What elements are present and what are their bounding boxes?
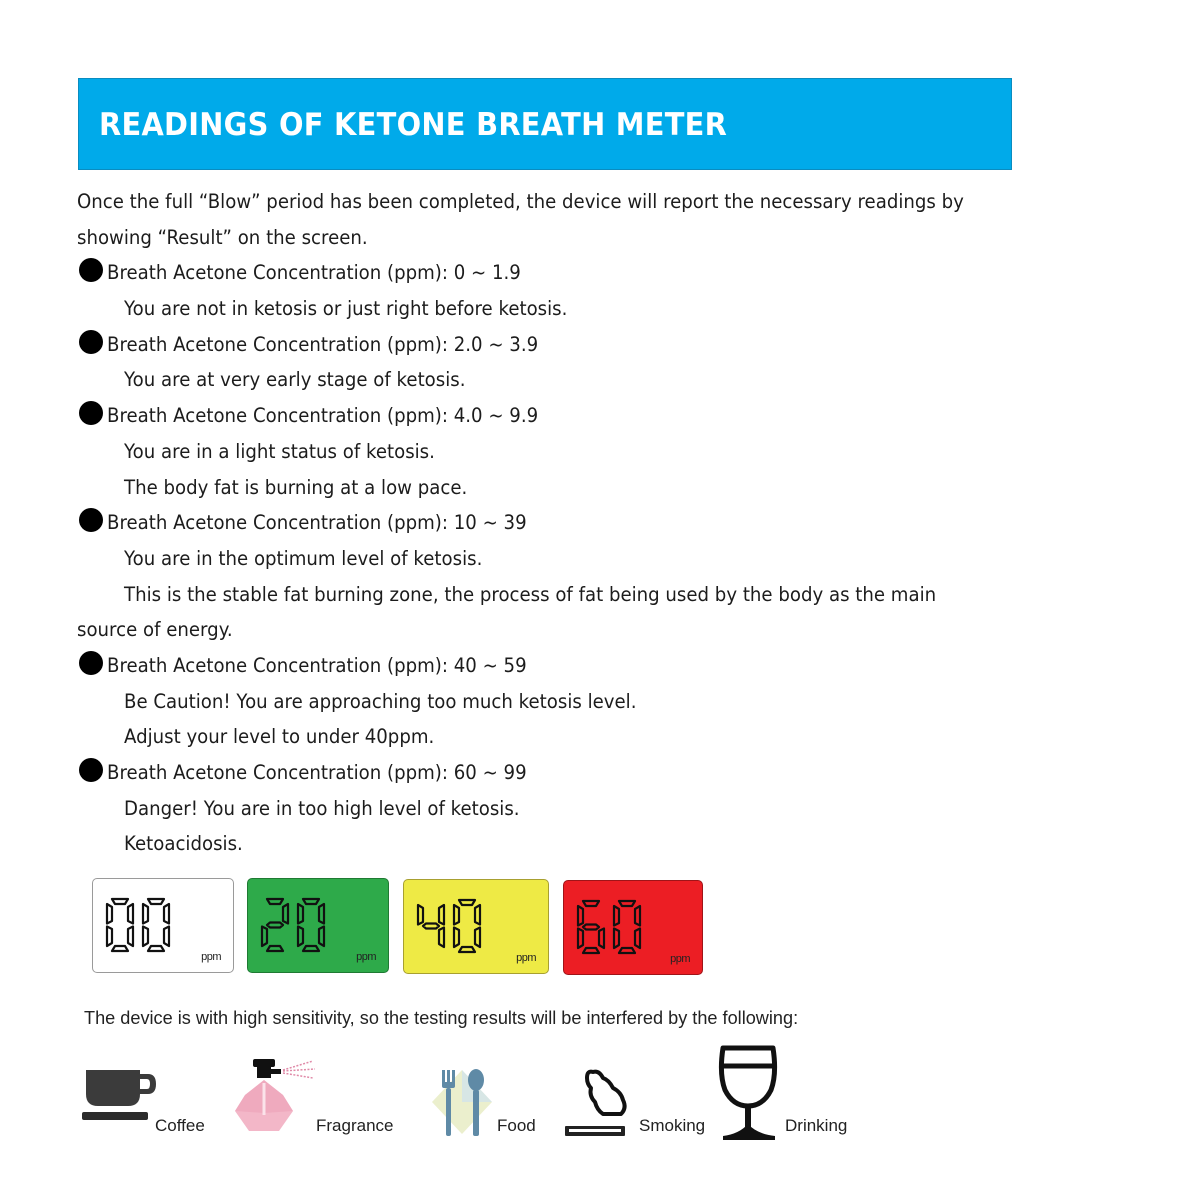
reading-desc-3b: The body fat is burning at a low pace. <box>124 475 468 499</box>
perfume-bottle-icon <box>233 1053 323 1140</box>
reading-desc-1a: You are not in ketosis or just right before ketosis. <box>124 297 568 321</box>
reading-desc-4c: source of energy. <box>77 618 233 642</box>
reading-desc-2a: You are at very early stage of ketosis. <box>124 368 466 392</box>
interference-note: The device is with high sensitivity, so the testing results will be interfered by the following: <box>84 1007 799 1028</box>
factor-label-food: Food <box>497 1116 536 1135</box>
reading-desc-4a: You are in the optimum level of ketosis. <box>124 546 483 570</box>
header-banner <box>78 78 1012 170</box>
intro-line-2: showing “Result” on the screen. <box>77 225 368 249</box>
factor-label-smoking: Smoking <box>639 1116 706 1135</box>
lcd-display-40 <box>403 879 549 974</box>
unit-label: ppm <box>356 951 376 963</box>
reading-range-6: Breath Acetone Concentration (ppm): 60 ~ 99 <box>77 755 1029 791</box>
page-title: READINGS OF KETONE BREATH METER <box>99 107 728 143</box>
reading-desc-6b: Ketoacidosis. <box>124 832 243 856</box>
lcd-display-00 <box>92 878 234 973</box>
reading-desc-6a: Danger! You are in too high level of ketosis. <box>124 796 520 820</box>
reading-range-5: Breath Acetone Concentration (ppm): 40 ~ 59 <box>77 648 1029 684</box>
lcd-display-60 <box>563 880 703 975</box>
unit-label: ppm <box>201 951 221 963</box>
reading-desc-5a: Be Caution! You are approaching too much ketosis level. <box>124 689 637 713</box>
fork-spoon-icon <box>430 1066 494 1143</box>
reading-range-4: Breath Acetone Concentration (ppm): 10 ~ 39 <box>77 505 1029 541</box>
reading-desc-4b: This is the stable fat burning zone, the process of fat being used by the body as the main <box>124 582 937 606</box>
reading-range-3: Breath Acetone Concentration (ppm): 4.0 ~ 9.9 <box>77 398 1029 434</box>
intro-line-1: Once the full “Blow” period has been completed, the device will report the necessary readings by <box>77 190 964 213</box>
unit-label: ppm <box>516 952 536 964</box>
factor-label-drinking: Drinking <box>785 1116 848 1135</box>
bullet-icon <box>79 330 103 354</box>
bullet-icon <box>79 258 103 282</box>
bullet-icon <box>79 401 103 425</box>
reading-range-1: Breath Acetone Concentration (ppm): 0 ~ 1.9 <box>77 255 1029 291</box>
unit-label: ppm <box>670 953 690 965</box>
bullet-icon <box>79 651 103 675</box>
bullet-icon <box>79 758 103 782</box>
readings-description <box>77 184 1029 862</box>
cigarette-smoke-icon <box>563 1066 631 1143</box>
reading-desc-3a: You are in a light status of ketosis. <box>124 439 435 463</box>
wine-glass-icon <box>717 1044 781 1147</box>
reading-desc-5b: Adjust your level to under 40ppm. <box>124 725 435 749</box>
reading-range-2: Breath Acetone Concentration (ppm): 2.0 ~ 3.9 <box>77 327 1029 363</box>
factor-label-fragrance: Fragrance <box>316 1116 394 1135</box>
factor-label-coffee: Coffee <box>155 1116 205 1135</box>
coffee-cup-icon <box>82 1066 158 1131</box>
lcd-display-20 <box>247 878 389 973</box>
bullet-icon <box>79 508 103 532</box>
